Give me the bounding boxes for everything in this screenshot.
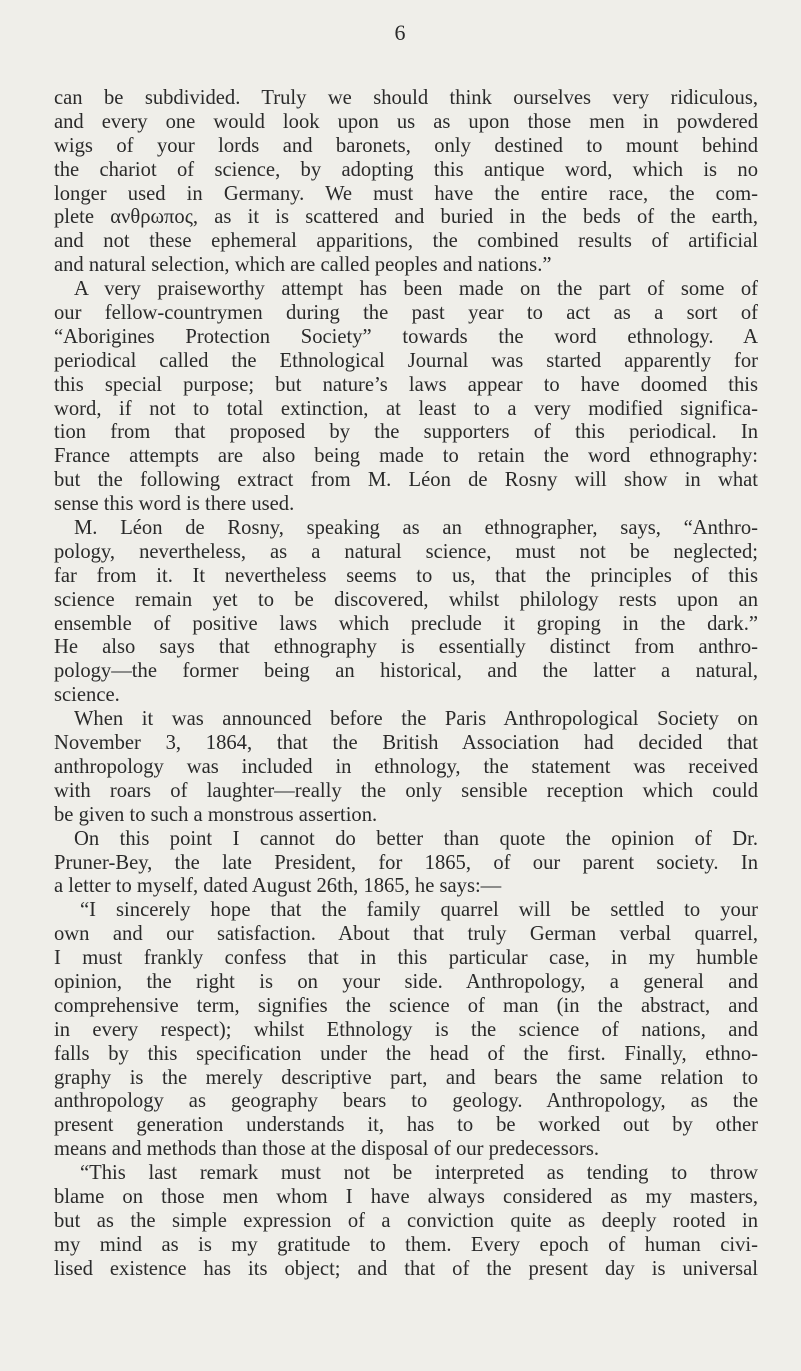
text-line: Pruner-Bey, the late President, for 1865, of our parent society. In [54,851,758,874]
text-line: graphy is the merely descriptive part, and bears the same relation to [54,1066,758,1089]
text-line: “This last remark must not be interpreted as tending to throw [80,1162,758,1185]
text-line: plete ανθρωπος, as it is scattered and buried in the beds of the earth, [54,206,758,229]
paragraph [54,278,758,517]
text-line: my mind as is my gratitude to them. Every epoch of human civi- [54,1233,758,1256]
text-line: but the following extract from M. Léon de Rosny will show in what [54,469,758,492]
text-line: and natural selection, which are called peoples and nations.” [54,254,552,277]
paragraph [54,1162,758,1281]
text-line: He also says that ethnography is essentially distinct from anthro- [54,636,758,659]
text-line: present generation understands it, has to be worked out by other [54,1114,758,1137]
text-line: On this point I cannot do better than quote the opinion of Dr. [74,827,758,850]
text-line: comprehensive term, signifies the science of man (in the abstract, and [54,994,758,1017]
page-number: 6 [394,20,407,45]
text-line: the chariot of science, by adopting this antique word, which is no [54,158,758,181]
text-line: be given to such a monstrous assertion. [54,803,378,826]
text-line: science remain yet to be discovered, whilst philology rests upon an [54,588,758,611]
text-line: longer used in Germany. We must have the entire race, the com- [54,182,758,205]
text-line: anthropology as geography bears to geology. Anthropology, as the [54,1090,758,1113]
paragraph [54,899,758,1162]
text-line: but as the simple expression of a conviction quite as deeply rooted in [54,1209,758,1232]
text-line: A very praiseworthy attempt has been made on the part of some of [74,278,758,301]
text-line: pology—the former being an historical, and the latter a natural, [54,660,758,683]
paragraph [54,828,758,900]
text-line: sense this word is there used. [54,493,295,516]
text-line: When it was announced before the Paris Anthropological Society on [74,708,758,731]
text-line: M. Léon de Rosny, speaking as an ethnographer, says, “Anthro- [74,517,758,540]
text-line: November 3, 1864, that the British Association had decided that [54,732,758,755]
text-line: and not these ephemeral apparitions, the combined results of artificial [54,230,758,253]
text-line: with roars of laughter—really the only sensible reception which could [54,779,758,802]
text-line: wigs of your lords and baronets, only destined to mount behind [54,134,758,157]
paragraph [54,87,758,278]
text-line: means and methods than those at the disposal of our predecessors. [54,1138,600,1161]
text-line: blame on those men whom I have always considered as my masters, [54,1185,758,1208]
text-line: lised existence has its object; and that of the present day is universal [54,1257,758,1280]
text-line: anthropology was included in ethnology, the statement was received [54,755,758,778]
text-line: “Aborigines Protection Society” towards the word ethnology. A [54,325,758,348]
text-line: science. [54,684,120,707]
body-text [54,87,758,1282]
text-line: pology, nevertheless, as a natural science, must not be neglected; [54,540,758,563]
text-line: a letter to myself, dated August 26th, 1865, he says:— [54,875,502,898]
text-line: falls by this specification under the head of the first. Finally, ethno- [54,1042,758,1065]
text-line: our fellow-countrymen during the past year to act as a sort of [54,302,758,325]
text-line: in every respect); whilst Ethnology is the science of nations, and [54,1018,758,1041]
text-line: word, if not to total extinction, at least to a very modified significa- [54,397,758,420]
text-line: periodical called the Ethnological Journal was started apparently for [54,349,758,372]
text-line: and every one would look upon us as upon those men in powdered [54,110,758,133]
paragraph [54,517,758,708]
text-line: France attempts are also being made to retain the word ethnography: [54,445,758,468]
text-line: this special purpose; but nature’s laws appear to have doomed this [54,373,758,396]
text-line: can be subdivided. Truly we should think ourselves very ridiculous, [54,87,758,109]
text-line: “I sincerely hope that the family quarrel will be settled to your [80,899,758,922]
text-line: I must frankly confess that in this particular case, in my humble [54,947,758,970]
paragraph [54,708,758,827]
text-line: tion from that proposed by the supporters of this periodical. In [54,421,758,444]
text-line: opinion, the right is on your side. Anthropology, a general and [54,970,758,993]
text-line: own and our satisfaction. About that truly German verbal quarrel, [54,923,758,946]
text-line: ensemble of positive laws which preclude it groping in the dark.” [54,612,758,635]
text-line: far from it. It nevertheless seems to us, that the principles of this [54,564,758,587]
